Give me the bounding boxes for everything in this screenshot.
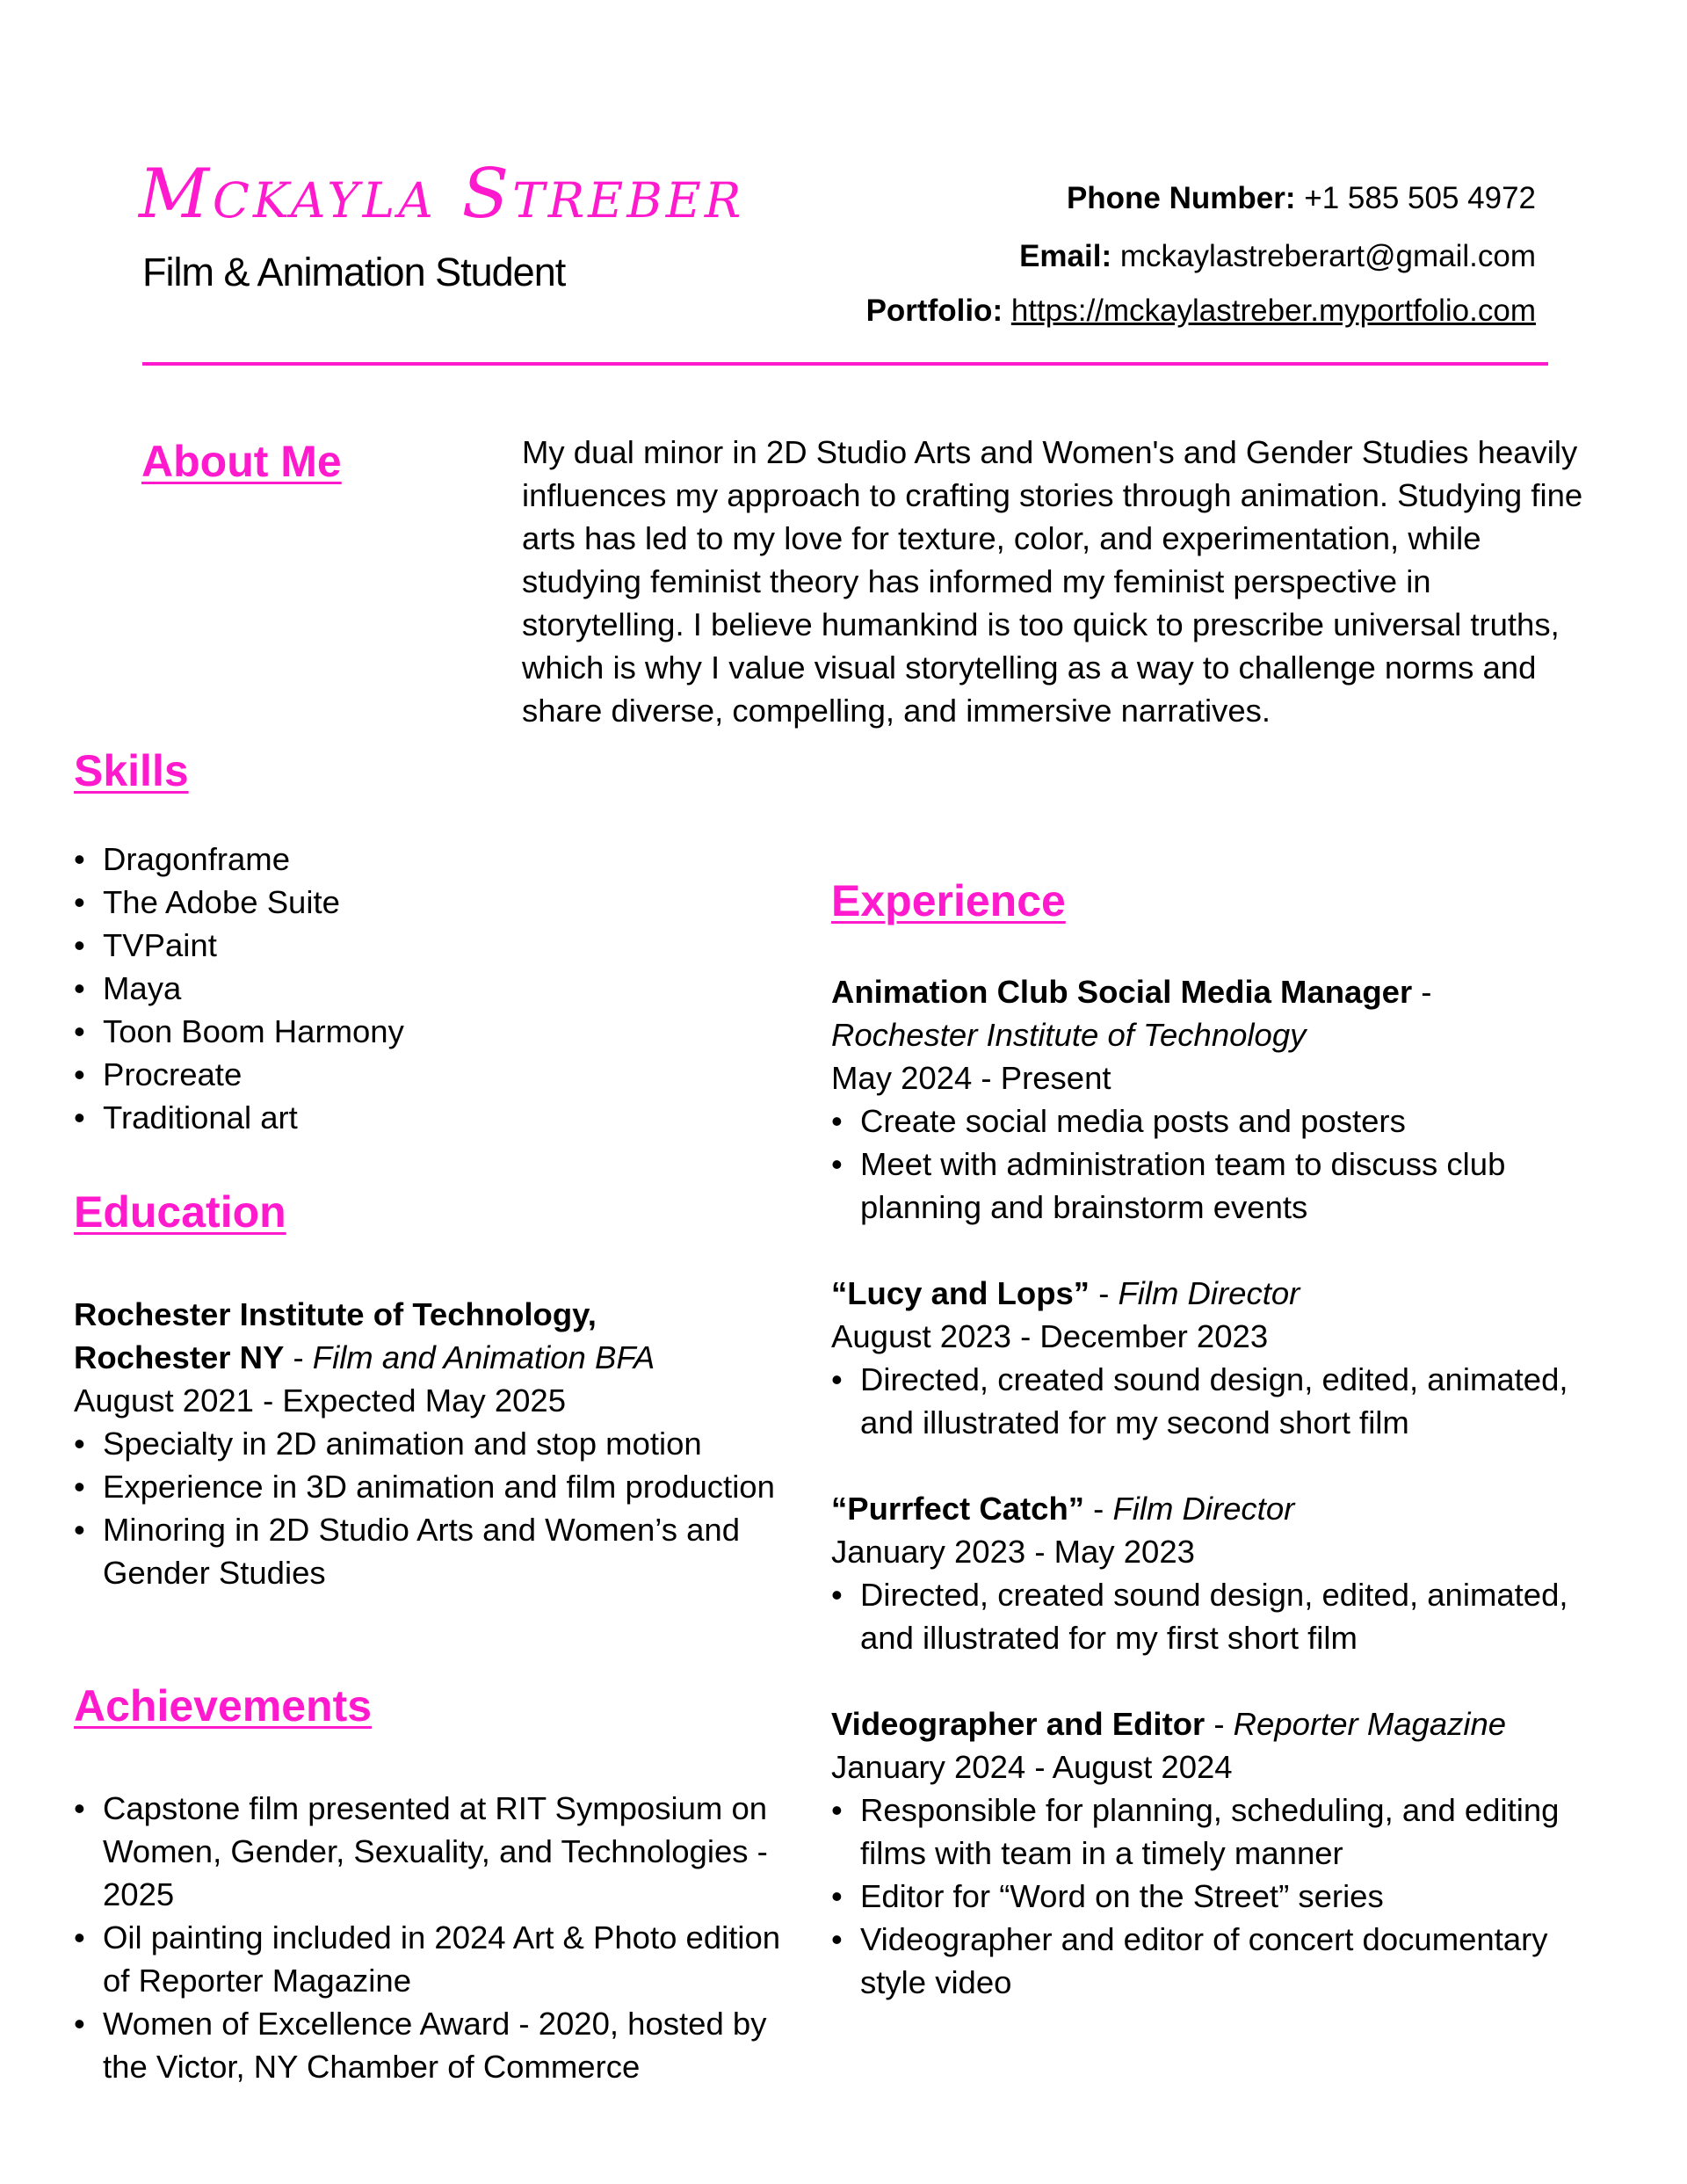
phone-value: +1 585 505 4972 (1304, 181, 1536, 215)
experience-dates: January 2023 - May 2023 (831, 1534, 1195, 1570)
email-label: Email: (1019, 239, 1112, 273)
organization: Film Director (1112, 1491, 1295, 1527)
skills-heading: Skills (74, 746, 189, 795)
experience-bullets (831, 1099, 1604, 1229)
education-entry (74, 1293, 812, 1594)
organization: Film Director (1118, 1275, 1300, 1311)
education-school (74, 1293, 812, 1379)
experience-entry (831, 1487, 1604, 1659)
list-item: • Videographer and editor of concert documentary style video (831, 1918, 1604, 2004)
list-item: • TVPaint (74, 924, 777, 967)
education-dates: August 2021 - Expected May 2025 (74, 1382, 567, 1419)
experience-dates: August 2023 - December 2023 (831, 1318, 1269, 1354)
list-item: • Traditional art (74, 1096, 777, 1139)
experience-entry (831, 1702, 1604, 2004)
list-item: • The Adobe Suite (74, 881, 777, 924)
experience-bullets (831, 1789, 1604, 2004)
list-item: • Dragonframe (74, 838, 777, 881)
list-item: • Procreate (74, 1053, 777, 1096)
list-item: • Experience in 3D animation and film production (74, 1465, 794, 1508)
experience-entry (831, 970, 1604, 1229)
list-item: • Create social media posts and posters (831, 1099, 1604, 1143)
list-item: • Responsible for planning, scheduling, and editing films with team in a timely manner (831, 1789, 1604, 1875)
list-item: • Meet with administration team to discuss club planning and brainstorm events (831, 1143, 1604, 1229)
organization: Reporter Magazine (1233, 1706, 1507, 1742)
separator: - (284, 1339, 313, 1375)
role: “Purrfect Catch” (831, 1491, 1085, 1527)
experience-dates: May 2024 - Present (831, 1060, 1111, 1096)
list-item: • Toon Boom Harmony (74, 1010, 777, 1053)
separator: - (1412, 974, 1432, 1010)
header-divider (142, 362, 1548, 366)
role: “Lucy and Lops” (831, 1275, 1090, 1311)
education-heading: Education (74, 1187, 286, 1237)
portfolio-line (866, 294, 1536, 329)
organization: Rochester Institute of Technology (831, 1017, 1307, 1053)
separator: - (1084, 1491, 1113, 1527)
about-text: My dual minor in 2D Studio Arts and Women's and Gender Studies heavily influences my approach to crafting stories through animation. Studying fine arts has led to my love for texture, color, and experimentation, while studying feminist theory has informed my feminist perspective in storytelling. I believe humankind is too quick to prescribe universal truths, which is why I value visual storytelling as a way to challenge norms and share diverse, compelling, and immersive narratives. (522, 434, 1583, 729)
experience-bullets (831, 1358, 1604, 1444)
list-item: • Capstone film presented at RIT Symposium on Women, Gender, Sexuality, and Technologies - 2025 (74, 1787, 812, 1916)
email-line (1019, 239, 1536, 274)
phone-label: Phone Number: (1066, 181, 1296, 215)
phone-line (1067, 181, 1536, 216)
experience-title (831, 1702, 1604, 1745)
degree: Film and Animation BFA (312, 1339, 655, 1375)
role: Videographer and Editor (831, 1706, 1206, 1742)
experience-heading: Experience (831, 876, 1066, 925)
experience-title (831, 970, 1604, 1056)
list-item: • Editor for “Word on the Street” series (831, 1875, 1604, 1918)
list-item: • Oil painting included in 2024 Art & Photo edition of Reporter Magazine (74, 1916, 812, 2002)
email-value: mckaylastreberart@gmail.com (1119, 239, 1536, 273)
achievements-list (74, 1787, 812, 2088)
portfolio-link[interactable]: https://mckaylastreber.myportfolio.com (1010, 294, 1536, 328)
list-item: • Minoring in 2D Studio Arts and Women’s and Gender Studies (74, 1508, 794, 1594)
list-item: • Maya (74, 967, 777, 1010)
about-heading: About Me (141, 437, 342, 486)
resume-tagline: Film & Animation Student (142, 250, 566, 294)
resume-name: Mckayla Streber (139, 155, 745, 234)
experience-entry (831, 1272, 1604, 1444)
education-bullets (74, 1422, 794, 1594)
separator: - (1090, 1275, 1119, 1311)
achievements-heading: Achievements (74, 1681, 373, 1731)
school-name: Rochester Institute of Technology, (74, 1296, 597, 1332)
list-item: • Directed, created sound design, edited, animated, and illustrated for my second short film (831, 1358, 1604, 1444)
role: Animation Club Social Media Manager (831, 974, 1413, 1010)
experience-title (831, 1272, 1604, 1315)
skills-list (74, 838, 777, 1139)
experience-bullets (831, 1573, 1604, 1659)
list-item: • Directed, created sound design, edited, animated, and illustrated for my first short film (831, 1573, 1604, 1659)
separator: - (1205, 1706, 1234, 1742)
experience-title (831, 1487, 1604, 1530)
portfolio-label: Portfolio: (865, 294, 1003, 328)
school-location: Rochester NY (74, 1339, 285, 1375)
list-item: • Specialty in 2D animation and stop motion (74, 1422, 794, 1465)
list-item: • Women of Excellence Award - 2020, hosted by the Victor, NY Chamber of Commerce (74, 2002, 812, 2088)
experience-dates: January 2024 - August 2024 (831, 1749, 1233, 1785)
